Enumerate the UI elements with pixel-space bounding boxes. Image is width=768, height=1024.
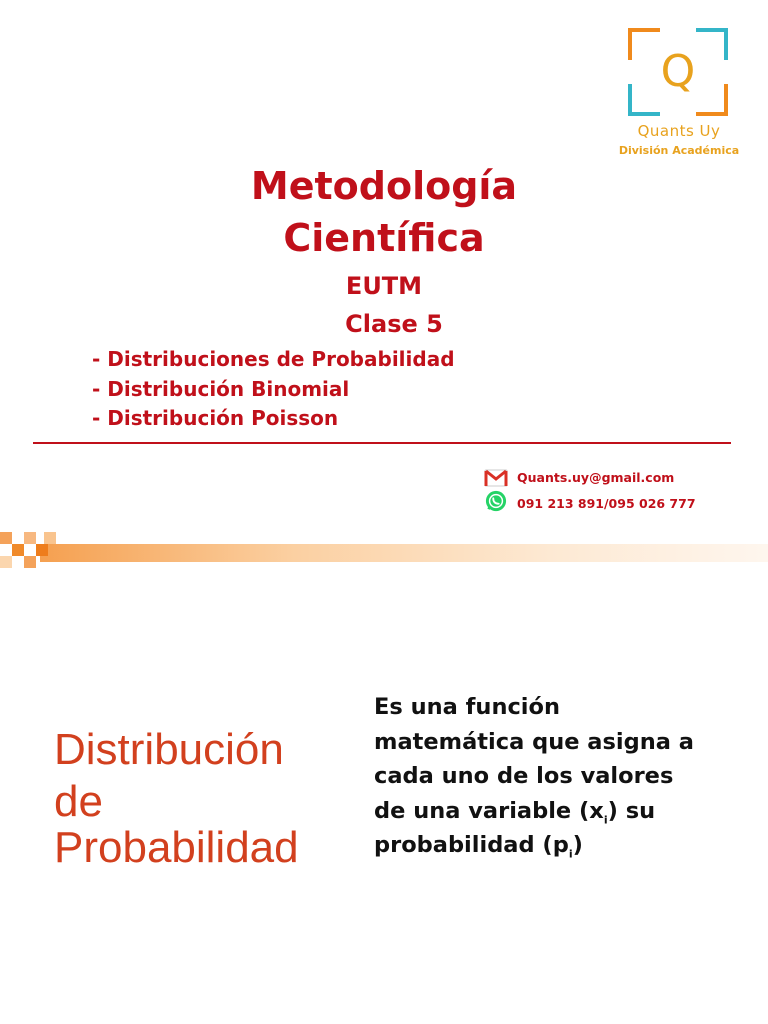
whatsapp-icon <box>484 490 508 512</box>
definition-fragment: ) su <box>607 797 656 824</box>
definition-fragment: probabilidad (p <box>374 832 569 858</box>
contact-phone[interactable]: 091 213 891/095 026 777 <box>517 496 696 511</box>
definition-fragment: ) <box>572 832 583 858</box>
topic-item: - Distribución Binomial <box>92 377 350 401</box>
logo-subtitle: División Académica <box>618 144 740 157</box>
definition-text <box>374 690 734 863</box>
subscript-i: i <box>603 813 608 826</box>
definition-line: Es una función <box>374 694 560 720</box>
title-line-2: Científica <box>283 216 485 260</box>
divider <box>33 442 731 444</box>
definition-line <box>374 828 734 863</box>
topic-item: - Distribuciones de Probabilidad <box>92 347 455 371</box>
title-class: Clase 5 <box>345 310 443 338</box>
concept-line-3: Probabilidad <box>54 823 299 872</box>
definition-line: matemática que asigna a <box>374 728 694 755</box>
title-course: EUTM <box>345 272 423 300</box>
definition-fragment: de una variable (x <box>374 797 604 824</box>
logo-name: Quants Uy <box>637 122 721 140</box>
definition-line <box>374 794 734 829</box>
subscript-i: i <box>568 847 573 861</box>
concept-line-1: Distribución <box>54 725 284 774</box>
quants-logo-icon <box>626 26 730 118</box>
definition-line: cada uno de los valores <box>374 763 674 789</box>
title-line-1: Metodología <box>250 164 518 208</box>
decorative-band <box>0 528 768 576</box>
concept-line-2: de <box>54 777 103 826</box>
contact-email[interactable]: Quants.uy@gmail.com <box>517 470 675 485</box>
gmail-icon <box>484 467 508 489</box>
logo-letter: Q <box>660 46 696 97</box>
topic-item: - Distribución Poisson <box>92 406 339 430</box>
